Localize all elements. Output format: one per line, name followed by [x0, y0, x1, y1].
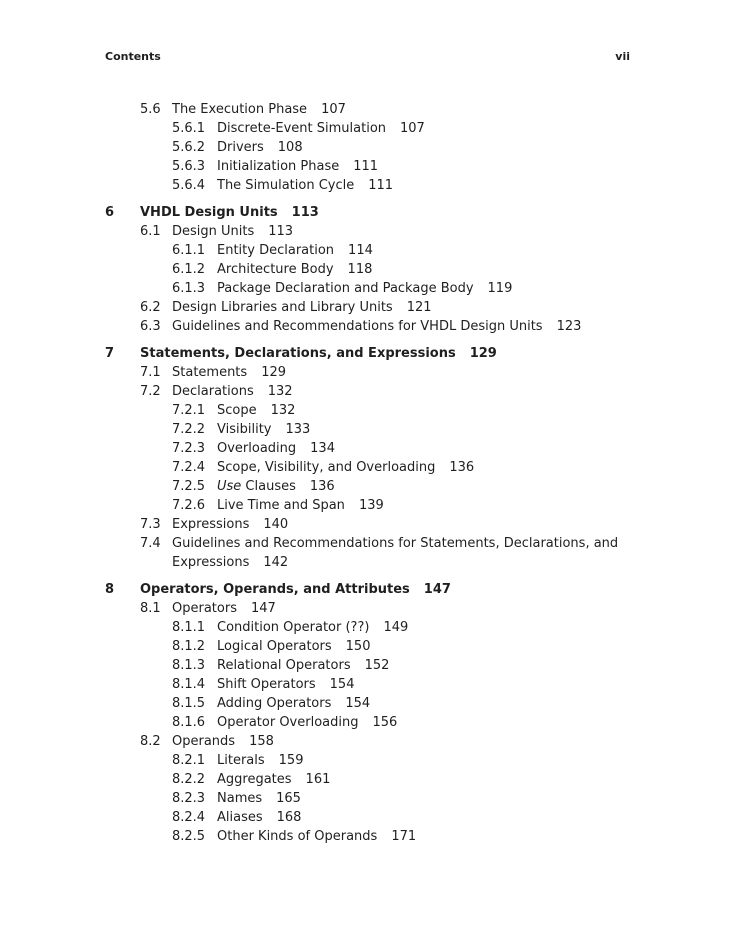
toc-subsection-entry — [105, 138, 705, 157]
toc-entry-title — [217, 694, 370, 713]
toc-subsection-entry — [105, 713, 705, 732]
toc-entry-page: 132 — [267, 384, 293, 399]
toc-entry-title — [217, 675, 354, 694]
toc-entry-title — [217, 770, 330, 789]
toc-entry-title — [217, 789, 301, 808]
toc-entry-title — [172, 317, 581, 336]
toc-subsection-entry — [105, 420, 705, 439]
toc-entry-title — [217, 241, 373, 260]
toc-section-entry — [105, 534, 705, 553]
toc-section-entry — [105, 298, 705, 317]
toc-entry-continuation — [105, 553, 705, 572]
toc-entry-number: 7.2.3 — [172, 441, 206, 456]
toc-section-entry — [105, 515, 705, 534]
toc-entry-title — [172, 534, 618, 553]
toc-entry-title-text: Operators — [172, 601, 237, 616]
toc-subsection-entry — [105, 279, 705, 298]
toc-entry-number: 7.2 — [140, 384, 161, 399]
toc-entry-title — [172, 732, 274, 751]
toc-entry-title — [217, 401, 295, 420]
toc-entry-number: 7.3 — [140, 517, 161, 532]
toc-entry-page: 129 — [469, 346, 497, 361]
toc-entry-page: 136 — [309, 479, 335, 494]
toc-entry-number: 7.2.6 — [172, 498, 206, 513]
toc-entry-title-text: Relational Operators — [217, 658, 351, 673]
toc-subsection-entry — [105, 157, 705, 176]
toc-chapter-entry — [105, 580, 705, 599]
toc-entry-number: 6.1.3 — [172, 281, 206, 296]
toc-entry-title-text: Aliases — [217, 810, 263, 825]
toc-entry-title-text: Guidelines and Recommendations for VHDL Design Units — [172, 319, 543, 334]
toc-entry-title-text: Other Kinds of Operands — [217, 829, 378, 844]
toc-entry-page: 158 — [249, 734, 274, 749]
toc-entry-number: 8.2.2 — [172, 772, 206, 787]
toc-section-entry — [105, 100, 705, 119]
toc-entry-title — [217, 176, 393, 195]
toc-entry-number: 6.3 — [140, 319, 161, 334]
toc-entry-page: 123 — [556, 319, 582, 334]
toc-entry-title — [172, 599, 276, 618]
toc-entry-title-text: Expressions — [172, 555, 250, 570]
toc-entry-title-text: Statements, Declarations, and Expressions — [140, 346, 456, 361]
toc-entry-number: 6.1.2 — [172, 262, 206, 277]
toc-entry-title — [217, 119, 425, 138]
toc-section-entry — [105, 382, 705, 401]
toc-section-entry — [105, 363, 705, 382]
running-header — [105, 50, 630, 66]
toc-entry-page: 113 — [291, 205, 319, 220]
toc-entry-page: 142 — [263, 555, 289, 570]
toc-entry-number: 7 — [105, 346, 115, 361]
toc-subsection-entry — [105, 808, 705, 827]
toc-entry-title — [140, 203, 319, 222]
toc-entry-page: 107 — [400, 121, 425, 136]
toc-entry-title — [217, 458, 474, 477]
toc-entry-title — [140, 344, 497, 363]
table-of-contents — [105, 100, 705, 846]
toc-subsection-entry — [105, 458, 705, 477]
toc-entry-title — [217, 420, 310, 439]
toc-entry-page: 118 — [347, 262, 373, 277]
toc-entry-title-text: Operands — [172, 734, 236, 749]
toc-entry-title — [217, 751, 303, 770]
toc-entry-page: 152 — [364, 658, 390, 673]
toc-entry-title-text: Drivers — [217, 140, 264, 155]
toc-entry-title — [172, 553, 288, 572]
toc-entry-number: 7.2.5 — [172, 479, 206, 494]
toc-entry-number: 8 — [105, 582, 115, 597]
toc-entry-title-text: Design Units — [172, 224, 255, 239]
toc-entry-page: 168 — [276, 810, 302, 825]
toc-entry-page: 161 — [305, 772, 331, 787]
toc-entry-title-text: VHDL Design Units — [140, 205, 278, 220]
toc-entry-number: 8.2 — [140, 734, 161, 749]
toc-entry-title — [217, 808, 301, 827]
toc-entry-title — [217, 279, 512, 298]
toc-entry-number: 7.4 — [140, 536, 161, 551]
toc-entry-number: 8.1 — [140, 601, 161, 616]
toc-entry-title-text: The Simulation Cycle — [217, 178, 355, 193]
toc-entry-title-text: Guidelines and Recommendations for Statements, Declarations, and — [172, 536, 619, 551]
toc-entry-title-text: Entity Declaration — [217, 243, 335, 258]
toc-entry-title — [217, 260, 372, 279]
toc-entry-number: 6.1.1 — [172, 243, 206, 258]
toc-entry-title-text: Operators, Operands, and Attributes — [140, 582, 410, 597]
toc-entry-page: 140 — [263, 517, 289, 532]
toc-entry-page: 159 — [278, 753, 304, 768]
toc-entry-number: 5.6.3 — [172, 159, 206, 174]
toc-entry-title — [172, 298, 432, 317]
toc-entry-number: 5.6 — [140, 102, 161, 117]
toc-entry-title — [217, 157, 378, 176]
toc-entry-number: 7.2.4 — [172, 460, 206, 475]
toc-entry-title-text: Logical Operators — [217, 639, 332, 654]
toc-entry-number: 5.6.2 — [172, 140, 206, 155]
toc-subsection-entry — [105, 439, 705, 458]
toc-chapter-entry — [105, 203, 705, 222]
toc-entry-title-text: Visibility — [217, 422, 272, 437]
toc-entry-number: 8.2.5 — [172, 829, 206, 844]
toc-entry-title-text: Statements — [172, 365, 248, 380]
toc-entry-title — [217, 637, 370, 656]
toc-subsection-entry — [105, 477, 705, 496]
toc-entry-title — [140, 580, 451, 599]
toc-entry-page: 154 — [329, 677, 355, 692]
toc-entry-page: 119 — [487, 281, 513, 296]
toc-entry-number: 7.2.2 — [172, 422, 206, 437]
toc-entry-title — [217, 827, 416, 846]
toc-entry-title-text: Scope, Visibility, and Overloading — [217, 460, 436, 475]
toc-subsection-entry — [105, 751, 705, 770]
toc-subsection-entry — [105, 260, 705, 279]
toc-entry-page: 147 — [250, 601, 276, 616]
toc-entry-page: 156 — [372, 715, 398, 730]
toc-entry-title — [172, 363, 286, 382]
toc-entry-number: 8.2.4 — [172, 810, 206, 825]
toc-subsection-entry — [105, 827, 705, 846]
toc-subsection-entry — [105, 789, 705, 808]
toc-subsection-entry — [105, 656, 705, 675]
toc-entry-title — [217, 439, 335, 458]
toc-entry-number: 8.1.4 — [172, 677, 206, 692]
toc-entry-number: 8.1.1 — [172, 620, 206, 635]
toc-section-entry — [105, 222, 705, 241]
toc-entry-page: 147 — [423, 582, 451, 597]
toc-entry-title-text: Operator Overloading — [217, 715, 359, 730]
toc-entry-title-text: Names — [217, 791, 263, 806]
toc-entry-number: 6 — [105, 205, 115, 220]
toc-entry-page: 107 — [321, 102, 346, 117]
toc-entry-title — [172, 382, 293, 401]
toc-entry-title — [172, 515, 288, 534]
toc-entry-number: 8.1.3 — [172, 658, 206, 673]
toc-section-entry — [105, 317, 705, 336]
toc-subsection-entry — [105, 618, 705, 637]
toc-subsection-entry — [105, 637, 705, 656]
toc-entry-number: 5.6.4 — [172, 178, 206, 193]
toc-entry-title-text: Clauses — [241, 479, 296, 494]
toc-entry-number: 8.2.3 — [172, 791, 206, 806]
toc-entry-number: 6.1 — [140, 224, 161, 239]
toc-entry-title-text: Aggregates — [217, 772, 292, 787]
toc-entry-page: 171 — [391, 829, 417, 844]
toc-entry-page: 134 — [310, 441, 335, 456]
toc-subsection-entry — [105, 176, 705, 195]
toc-section-entry — [105, 732, 705, 751]
toc-entry-number: 8.2.1 — [172, 753, 206, 768]
header-page-number: vii — [615, 50, 630, 63]
toc-entry-number: 5.6.1 — [172, 121, 206, 136]
toc-entry-page: 121 — [406, 300, 432, 315]
toc-subsection-entry — [105, 119, 705, 138]
toc-entry-title — [217, 656, 389, 675]
toc-entry-number: 7.2.1 — [172, 403, 206, 418]
toc-entry-page: 108 — [277, 140, 303, 155]
toc-entry-page: 111 — [353, 159, 379, 174]
toc-entry-title-text: Live Time and Span — [217, 498, 345, 513]
toc-entry-number: 8.1.2 — [172, 639, 206, 654]
toc-entry-title — [217, 618, 408, 637]
toc-entry-page: 149 — [383, 620, 409, 635]
toc-entry-page: 136 — [449, 460, 475, 475]
toc-entry-title-text: Expressions — [172, 517, 250, 532]
toc-entry-page: 154 — [345, 696, 371, 711]
toc-subsection-entry — [105, 401, 705, 420]
toc-entry-page: 139 — [358, 498, 384, 513]
toc-entry-title-text: Initialization Phase — [217, 159, 340, 174]
toc-entry-title-text: The Execution Phase — [172, 102, 308, 117]
toc-entry-title — [172, 222, 293, 241]
toc-entry-number: 8.1.5 — [172, 696, 206, 711]
toc-entry-page: 132 — [270, 403, 296, 418]
toc-subsection-entry — [105, 675, 705, 694]
toc-entry-title — [217, 138, 303, 157]
toc-entry-page: 113 — [268, 224, 294, 239]
toc-subsection-entry — [105, 694, 705, 713]
toc-entry-number: 7.1 — [140, 365, 161, 380]
toc-entry-title-text: Shift Operators — [217, 677, 316, 692]
toc-entry-title-text: Adding Operators — [217, 696, 332, 711]
toc-entry-title-text: Architecture Body — [217, 262, 334, 277]
toc-entry-title-text: Literals — [217, 753, 265, 768]
toc-subsection-entry — [105, 496, 705, 515]
toc-entry-title-text: Scope — [217, 403, 257, 418]
toc-entry-title-text: Condition Operator (??) — [217, 620, 370, 635]
header-section-title: Contents — [105, 50, 161, 63]
toc-entry-title-text: Declarations — [172, 384, 254, 399]
toc-entry-number: 6.2 — [140, 300, 161, 315]
toc-entry-page: 150 — [345, 639, 371, 654]
toc-entry-title-italic: Use — [217, 479, 242, 494]
toc-entry-number: 8.1.6 — [172, 715, 206, 730]
toc-entry-title — [217, 713, 397, 732]
toc-entry-page: 114 — [348, 243, 373, 258]
toc-entry-title-text: Package Declaration and Package Body — [217, 281, 474, 296]
toc-entry-page: 129 — [261, 365, 287, 380]
toc-entry-title — [217, 496, 384, 515]
toc-entry-title — [217, 477, 335, 496]
toc-chapter-entry — [105, 344, 705, 363]
toc-entry-page: 165 — [276, 791, 301, 806]
toc-entry-title-text: Overloading — [217, 441, 297, 456]
toc-subsection-entry — [105, 770, 705, 789]
toc-entry-page: 133 — [285, 422, 311, 437]
toc-section-entry — [105, 599, 705, 618]
toc-entry-page: 111 — [368, 178, 394, 193]
toc-entry-title — [172, 100, 346, 119]
toc-subsection-entry — [105, 241, 705, 260]
toc-entry-title-text: Discrete-Event Simulation — [217, 121, 387, 136]
toc-entry-title-text: Design Libraries and Library Units — [172, 300, 393, 315]
